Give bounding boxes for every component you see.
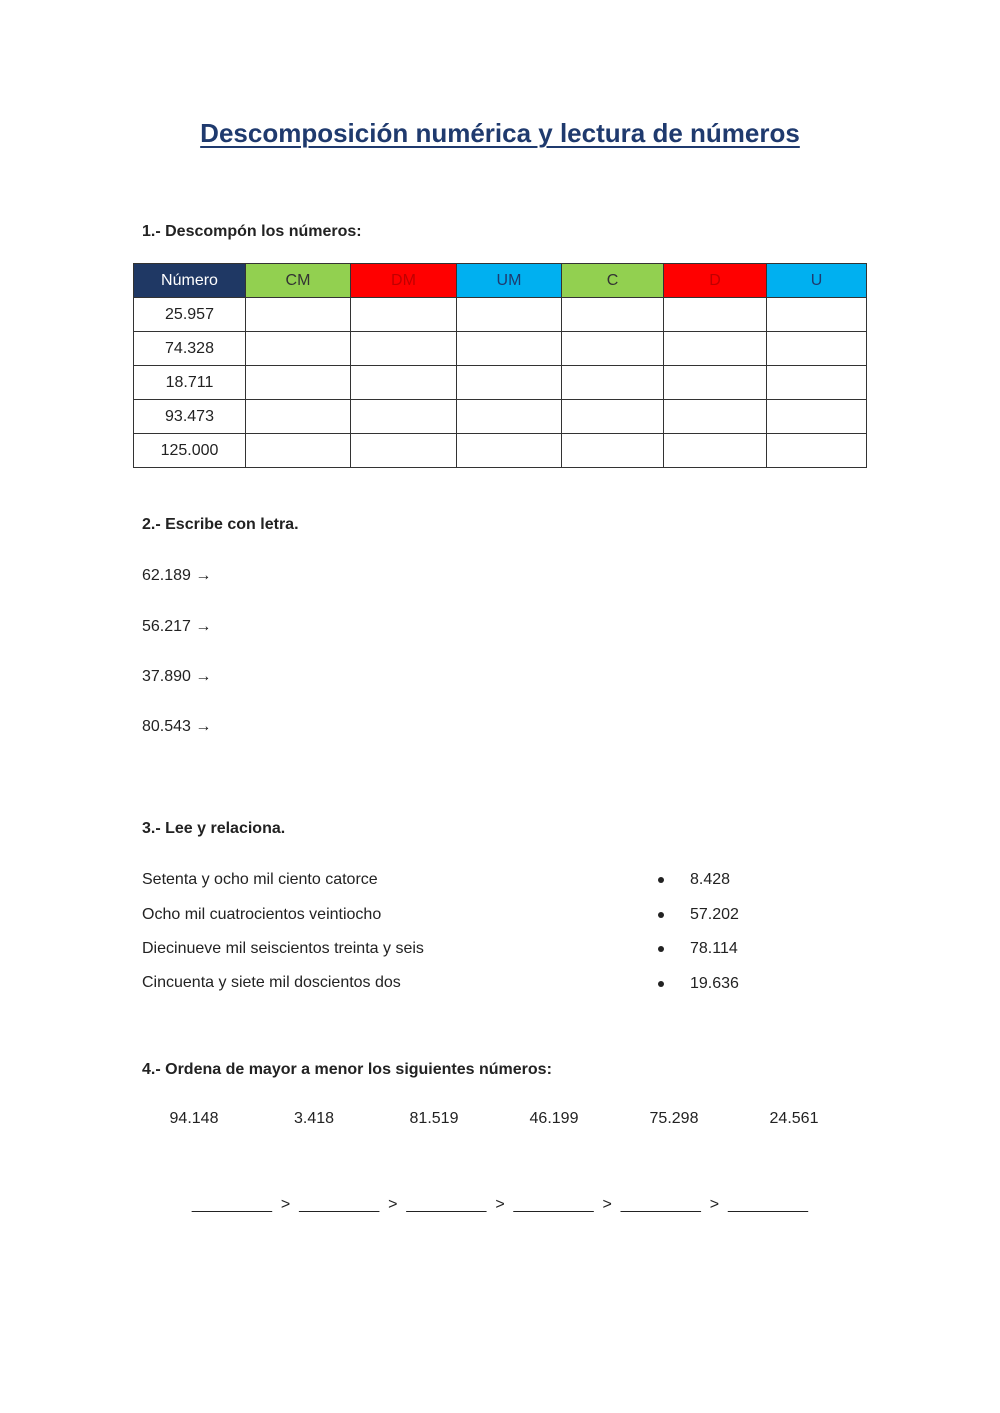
match-phrase: Cincuenta y siete mil doscientos dos	[142, 974, 401, 991]
answer-cell[interactable]	[351, 298, 457, 332]
answer-cell[interactable]	[562, 332, 664, 366]
answer-cell[interactable]	[767, 298, 867, 332]
section3-heading: 3.- Lee y relaciona.	[142, 820, 286, 837]
answer-cell[interactable]	[562, 400, 664, 434]
answer-cell[interactable]	[562, 298, 664, 332]
match-number: 57.202	[690, 906, 739, 923]
bullet-icon	[658, 981, 664, 987]
page-title: Descomposición numérica y lectura de números	[200, 118, 800, 148]
order-answer-line[interactable]: _________ > _________ > _________ > _________ > _________ > _________	[191, 1196, 809, 1213]
answer-cell[interactable]	[767, 434, 867, 468]
table-row	[134, 434, 867, 468]
header-um: UM	[457, 264, 562, 298]
row-number: 93.473	[134, 400, 246, 434]
section4-heading: 4.- Ordena de mayor a menor los siguientes números:	[142, 1061, 552, 1078]
header-u: U	[767, 264, 867, 298]
header-numero: Número	[134, 264, 246, 298]
answer-cell[interactable]	[664, 366, 767, 400]
match-number: 19.636	[690, 975, 739, 992]
match-number-item	[655, 940, 738, 958]
answer-cell[interactable]	[457, 400, 562, 434]
header-d: D	[664, 264, 767, 298]
order-number: 46.199	[529, 1110, 579, 1127]
write-item: 37.890 →	[142, 668, 212, 685]
order-number: 94.148	[169, 1110, 219, 1127]
write-item: 56.217 →	[142, 618, 212, 635]
answer-cell[interactable]	[351, 332, 457, 366]
decomposition-table	[133, 263, 867, 468]
header-dm: DM	[351, 264, 457, 298]
answer-cell[interactable]	[457, 332, 562, 366]
header-cm: CM	[246, 264, 351, 298]
answer-cell[interactable]	[246, 434, 351, 468]
answer-cell[interactable]	[351, 366, 457, 400]
order-number: 75.298	[649, 1110, 699, 1127]
match-number: 8.428	[690, 871, 731, 888]
answer-cell[interactable]	[767, 332, 867, 366]
answer-cell[interactable]	[664, 434, 767, 468]
order-number: 3.418	[293, 1110, 335, 1127]
answer-cell[interactable]	[351, 434, 457, 468]
answer-cell[interactable]	[246, 332, 351, 366]
answer-cell[interactable]	[246, 298, 351, 332]
row-number: 25.957	[134, 298, 246, 332]
table-row	[134, 332, 867, 366]
match-number-item	[655, 906, 739, 924]
table-header-row	[134, 264, 867, 298]
section2-heading: 2.- Escribe con letra.	[142, 516, 299, 533]
bullet-icon	[658, 946, 664, 952]
order-number: 81.519	[409, 1110, 459, 1127]
answer-cell[interactable]	[246, 366, 351, 400]
bullet-icon	[658, 877, 664, 883]
answer-cell[interactable]	[562, 434, 664, 468]
match-number-item	[655, 975, 739, 993]
answer-cell[interactable]	[767, 366, 867, 400]
answer-cell[interactable]	[767, 400, 867, 434]
match-phrase: Setenta y ocho mil ciento catorce	[142, 871, 378, 888]
section1-heading: 1.- Descompón los números:	[142, 223, 362, 240]
match-number-item	[655, 871, 730, 889]
order-number: 24.561	[769, 1110, 819, 1127]
answer-cell[interactable]	[457, 298, 562, 332]
bullet-icon	[658, 912, 664, 918]
row-number: 125.000	[134, 434, 246, 468]
match-phrase: Ocho mil cuatrocientos veintiocho	[142, 906, 382, 923]
header-c: C	[562, 264, 664, 298]
answer-cell[interactable]	[457, 366, 562, 400]
answer-cell[interactable]	[664, 298, 767, 332]
answer-cell[interactable]	[562, 366, 664, 400]
write-item: 80.543 →	[142, 718, 212, 735]
answer-cell[interactable]	[351, 400, 457, 434]
answer-cell[interactable]	[664, 332, 767, 366]
row-number: 74.328	[134, 332, 246, 366]
row-number: 18.711	[134, 366, 246, 400]
table-row	[134, 400, 867, 434]
table-row	[134, 298, 867, 332]
answer-cell[interactable]	[664, 400, 767, 434]
match-phrase: Diecinueve mil seiscientos treinta y seis	[142, 940, 424, 957]
write-item: 62.189 →	[142, 567, 212, 584]
answer-cell[interactable]	[457, 434, 562, 468]
answer-cell[interactable]	[246, 400, 351, 434]
table-row	[134, 366, 867, 400]
match-number: 78.114	[690, 940, 738, 957]
order-numbers	[134, 1110, 854, 1128]
